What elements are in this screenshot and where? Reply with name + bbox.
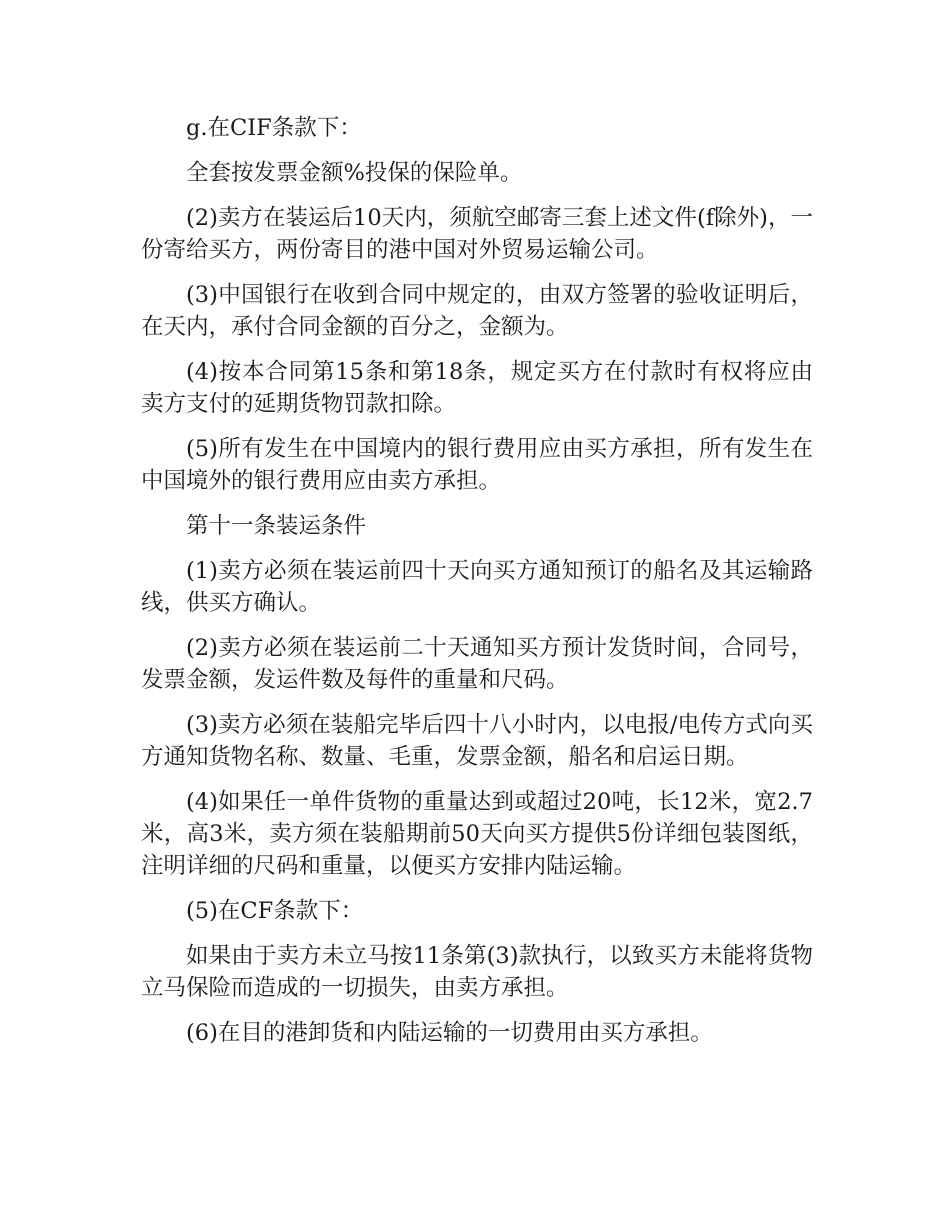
paragraph-unloading-costs: (6)在目的港卸货和内陆运输的一切费用由买方承担。 — [186, 1020, 713, 1046]
paragraph-penalty-deduction: (4)按本合同第15条和第18条，规定买方在付款时有权将应由卖方支付的延期货物罚款扣除。 — [141, 359, 813, 417]
paragraph-loss-liability: 如果由于卖方未立马按11条第(3)款执行，以致买方未能将货物立马保险而造成的一切损失，由卖方承担。 — [141, 943, 813, 1001]
paragraph-vessel-notice: (1)卖方必须在装运前四十天向买方通知预订的船名及其运输路线，供买方确认。 — [141, 558, 813, 616]
paragraph-oversize-cargo: (4)如果任一单件货物的重量达到或超过20吨，长12米，宽2.7米，高3米，卖方须在装船期前50天向买方提供5份详细包装图纸，注明详细的尺码和重量，以便买方安排内陆运输。 — [141, 789, 813, 879]
paragraph-bank-charges: (5)所有发生在中国境内的银行费用应由买方承担，所有发生在中国境外的银行费用应由卖方承担。 — [141, 436, 813, 494]
paragraph-loading-notice: (3)卖方必须在装船完毕后四十八小时内，以电报/电传方式向买方通知货物名称、数量、毛重，发票金额，船名和启运日期。 — [141, 712, 813, 770]
paragraph-insurance-policy: 全套按发票金额%投保的保险单。 — [186, 160, 523, 186]
section-heading-shipment-terms: 第十一条装运条件 — [186, 513, 367, 539]
paragraph-cif-clause: g.在CIF条款下： — [186, 115, 362, 141]
paragraph-dispatch-notice: (2)卖方必须在装运前二十天通知买方预计发货时间，合同号，发票金额，发运件数及每件的重量和尺码。 — [141, 635, 813, 693]
paragraph-mail-documents: (2)卖方在装运后10天内，须航空邮寄三套上述文件(f除外)，一份寄给买方，两份寄目的港中国对外贸易运输公司。 — [141, 205, 813, 263]
paragraph-cf-clause: (5)在CF条款下： — [186, 898, 364, 924]
paragraph-bank-payment: (3)中国银行在收到合同中规定的，由双方签署的验收证明后，在天内，承付合同金额的百分之，金额为。 — [141, 282, 813, 340]
document-body — [141, 112, 813, 1062]
